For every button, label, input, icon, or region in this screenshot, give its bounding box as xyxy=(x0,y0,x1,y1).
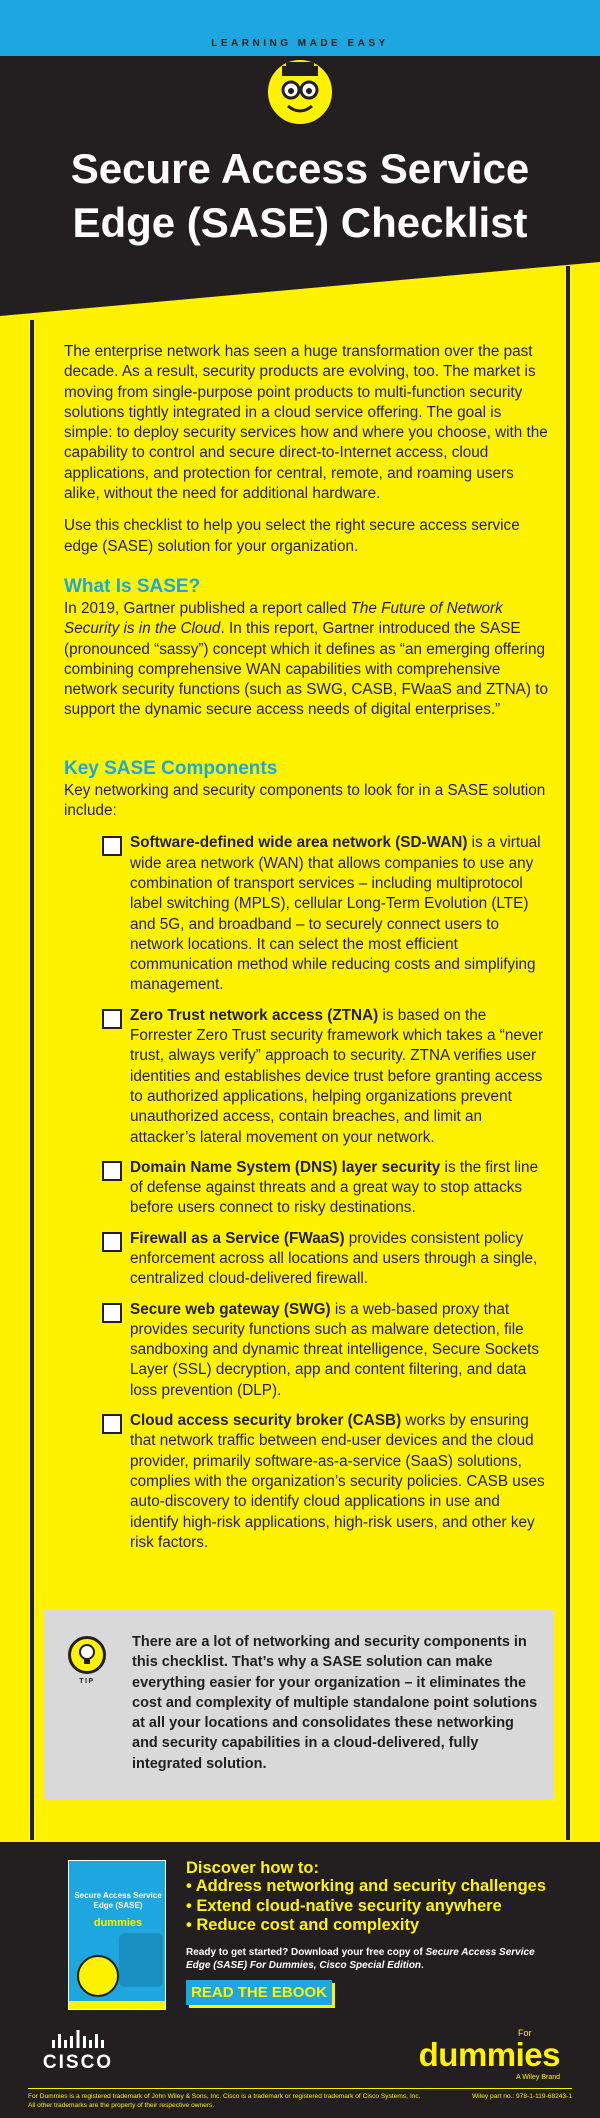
checkbox[interactable] xyxy=(102,1161,122,1181)
discover-item: • Address networking and security challenges xyxy=(186,1877,546,1897)
cover-dummies-guy-icon xyxy=(77,1955,119,1997)
checklist-item-dns-security: Domain Name System (DNS) layer security is the first line of defense against threats and a great way to stop attacks before users connect to risky destinations. xyxy=(102,1158,552,1219)
key-components-heading: Key SASE Components xyxy=(64,757,278,779)
key-components-intro: Key networking and security components to look for in a SASE solution include: xyxy=(64,781,546,820)
intro-paragraph: The enterprise network has seen a huge transformation over the past decade. As a result, security products are evolving, too. The market is moving from single-purpose point products to multi-function security solutions tightly integrated in a cloud service offering. The goal is simple: to deploy security services how and where you choose, with the capability to control and secure direct-to-Internet access, cloud applications, and protection for central, remote, and roaming users alike, without the need for additional hardware. xyxy=(64,343,548,503)
legal-text: For Dummies is a registered trademark of John Wiley & Sons, Inc. Cisco is a trademark or registered trademark of Cisco Systems, Inc. All other trademarks are the property of their respective owners. xyxy=(28,2093,421,2109)
cisco-bars-icon xyxy=(38,2030,118,2052)
read-ebook-button[interactable]: READ THE EBOOK xyxy=(186,1980,332,2005)
report-title: The Future of Network Security is in the Cloud xyxy=(64,599,503,638)
checklist xyxy=(102,833,552,1553)
ready-text: Ready to get started? Download your free copy of Secure Access Service Edge (SASE) For Dummies, Cisco Special Edition. xyxy=(186,1947,535,1971)
wiley-brand-text: A Wiley Brand xyxy=(516,2074,560,2081)
cover-brand: dummies xyxy=(93,1917,143,1929)
lightbulb-icon xyxy=(68,1636,106,1674)
checklist-item-casb: Cloud access security broker (CASB) works by ensuring that network traffic between end-user devices and the cloud provider, primarily software-as-a-service (SaaS) solutions, complies with the organization’s security policies. CASB uses auto-discovery to identify cloud applications in use and identify high-risk applications, high-risk users, and other key risk factors. xyxy=(102,1411,552,1553)
checkbox[interactable] xyxy=(102,836,122,856)
cover-title: Secure Access Service Edge (SASE) xyxy=(74,1891,162,1910)
checklist-content xyxy=(64,342,552,1563)
discover-item: • Extend cloud-native security anywhere xyxy=(186,1897,546,1917)
frame-left-border xyxy=(30,320,34,1840)
cover-panel xyxy=(119,1933,163,1987)
ebook-cover-image[interactable] xyxy=(68,1860,166,2010)
discover-heading: Discover how to: xyxy=(186,1859,319,1877)
dummies-guy-icon xyxy=(264,56,336,128)
tip-label: TIP xyxy=(79,1678,95,1685)
what-is-sase-heading: What Is SASE? xyxy=(64,575,201,597)
tip-text: There are a lot of networking and security components in this checklist. That’s why a SASE solution can make everything easier for your organization – it eliminates the cost and complexity of multiple standalone point solutions at all your locations and consolidates these networking and security capabilities in a cloud-delivered, fully integrated solution. xyxy=(132,1634,538,1772)
ebook-title: Secure Access Service Edge (SASE) For Dummies, Cisco Special Edition xyxy=(186,1947,535,1971)
checklist-item-ztna: Zero Trust network access (ZTNA) is based on the Forrester Zero Trust security framework which takes a “never trust, always verify” approach to security. ZTNA verifies user identities and establishes device trust before granting access to authorized applications, helping organizations prevent unauthorized access, contain breaches, and limit an attacker’s lateral movement on your network. xyxy=(102,1006,552,1148)
cisco-wordmark: CISCO xyxy=(42,2052,114,2073)
tip-box xyxy=(44,1610,554,1800)
dummies-for-text: For xyxy=(518,2028,532,2038)
checkbox[interactable] xyxy=(102,1232,122,1252)
checklist-item-sd-wan: Software-defined wide area network (SD-WAN) is a virtual wide area network (WAN) that allows companies to use any combination of transport services – including multiprotocol label switching (MPLS), cellular Long-Term Evolution (LTE) and 5G, and broadband – to securely connect users to network locations. It can select the most efficient communication method while reducing costs and simplifying management. xyxy=(102,833,552,995)
discover-item: • Reduce cost and complexity xyxy=(186,1916,546,1936)
cisco-logo xyxy=(38,2030,118,2080)
checklist-item-fwaas: Firewall as a Service (FWaaS) provides consistent policy enforcement across all locations and users through a single, centralized cloud-delivered firewall. xyxy=(102,1229,552,1290)
discover-list xyxy=(186,1877,546,1936)
dummies-logo xyxy=(400,2028,560,2084)
dummies-wordmark: dummies xyxy=(418,2036,560,2073)
checkbox[interactable] xyxy=(102,1303,122,1323)
page-title: Secure Access Service Edge (SASE) Checklist xyxy=(70,145,530,246)
cover-footer-strip xyxy=(69,2001,166,2010)
part-number: Wiley part no.: 978-1-119-68243-1 xyxy=(472,2093,572,2100)
footer-divider xyxy=(28,2088,572,2089)
tagline: LEARNING MADE EASY xyxy=(211,38,389,49)
checkbox[interactable] xyxy=(102,1009,122,1029)
checklist-item-swg: Secure web gateway (SWG) is a web-based proxy that provides security functions such as malware detection, file sandboxing and dynamic threat intelligence, Secure Sockets Layer (SSL) decryption, app and content filtering, and data loss prevention (DLP). xyxy=(102,1300,552,1401)
what-is-sase-text: In 2019, Gartner published a report called The Future of Network Security is in the Cloud. In this report, Gartner introduced the SASE (pronounced “sassy”) concept which it defines as “an emerging offering combining comprehensive WAN capabilities with comprehensive network security functions (such as SWG, CASB, FWaaS and ZTNA) to support the dynamic secure access needs of digital enterprises.” xyxy=(64,599,548,719)
frame-right-border xyxy=(566,266,570,1840)
intro-instruction: Use this checklist to help you select the right secure access service edge (SASE) solution for your organization. xyxy=(64,517,520,555)
checkbox[interactable] xyxy=(102,1414,122,1434)
